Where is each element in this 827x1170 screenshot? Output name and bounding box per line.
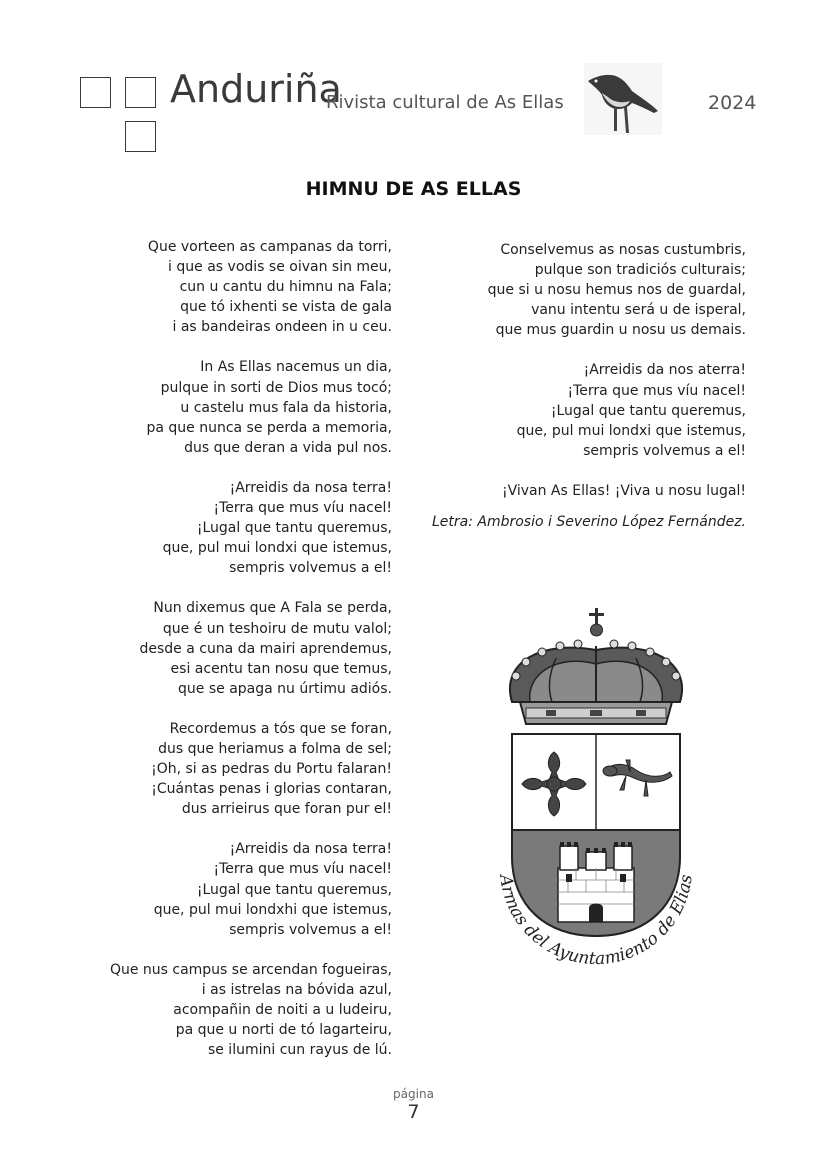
issue-year: 2024 (708, 92, 757, 114)
stanza (110, 357, 392, 457)
verse-line: dus arrieirus que foran pur el! (181, 801, 392, 818)
verse-line: ¡Lugal que tantu queremus, (196, 520, 392, 537)
verse-line: i as bandeiras ondeen in u ceu. (172, 319, 392, 336)
verse-line: ¡Vivan As Ellas! ¡Viva u nosu lugal! (501, 482, 746, 499)
verse-line: ¡Terra que mus víu nacel! (567, 382, 746, 399)
verse-line: ¡Arreidis da nosa terra! (229, 841, 392, 858)
verse-line: dus que deran a vida pul nos. (184, 439, 392, 456)
coat-of-arms-icon (486, 606, 704, 968)
verse-line: que, pul mui londxi que istemus, (516, 422, 746, 439)
verse-line: pa que u norti de tó lagarteiru, (175, 1022, 392, 1039)
stanza (110, 598, 392, 698)
chorus-stanza (432, 360, 746, 460)
verse-line: que é un teshoiru de mutu valol; (162, 620, 392, 637)
verse-line: ¡Lugal que tantu queremus, (550, 402, 746, 419)
verse-line: dus que heriamus a folma de sel; (158, 740, 392, 757)
verse-line: Recordemus a tós que se foran, (169, 720, 392, 737)
magazine-name: Anduriña (170, 67, 342, 111)
verse-line: que, pul mui londxi que istemus, (162, 540, 392, 557)
verse-line: ¡Arreidis da nosa terra! (229, 479, 392, 496)
verse-line: acompañin de noiti a u ludeiru, (173, 1002, 392, 1018)
verse-line: sempris volvemus a el! (583, 442, 746, 459)
verse-line: pulque in sorti de Dios mus tocó; (160, 379, 392, 396)
header-box-1 (80, 77, 111, 108)
verse-line: cun u cantu du himnu na Fala; (179, 279, 392, 296)
verse-line: esi acentu tan nosu que temus, (170, 660, 392, 677)
verse-line: ¡Arreidis da nos aterra! (583, 362, 746, 379)
verse-line: sempris volvemus a el! (229, 921, 392, 938)
page-number: 7 (407, 1101, 420, 1123)
verse-line: Conselvemus as nosas custumbris, (500, 242, 746, 258)
page-label: página (393, 1087, 434, 1101)
verse-line: i que as vodis se oivan sin meu, (168, 259, 392, 276)
verse-line: Que vorteen as campanas da torri, (147, 239, 392, 255)
verse-line: sempris volvemus a el! (229, 560, 392, 577)
header-box-3 (125, 121, 156, 152)
verse-line: In As Ellas nacemus un dia, (200, 359, 392, 376)
stanza (110, 719, 392, 819)
verse-line: ¡Terra que mus víu nacel! (213, 861, 392, 878)
verse-line: que, pul mui londxhi que istemus, (153, 901, 392, 918)
coat-motto: Armas del Ayuntamiento de Elias (495, 873, 697, 968)
verse-line: pulque son tradiciós culturais; (534, 262, 746, 279)
verse-line: Nun dixemus que A Fala se perda, (153, 600, 392, 617)
verse-line: ¡Terra que mus víu nacel! (213, 500, 392, 517)
verse-line: ¡Lugal que tantu queremus, (196, 881, 392, 898)
stanza (110, 960, 392, 1060)
verse-line: se ilumini cun rayus de lú. (207, 1042, 392, 1059)
verse-line: pa que nunca se perda a memoria, (146, 419, 392, 436)
verse-line: vanu intentu será u de isperal, (531, 302, 746, 319)
verse-line: ¡Oh, si as pedras du Portu falaran! (151, 761, 392, 778)
crown-icon (510, 608, 682, 724)
verse-line: que tó ixhenti se vista de gala (180, 299, 392, 316)
header-box-2 (125, 77, 156, 108)
chorus-stanza (110, 839, 392, 939)
lyrics-credit: Letra: Ambrosio i Severino López Fernández. (431, 514, 746, 531)
castle-icon (558, 842, 634, 922)
verse-line: desde a cuna da mairi aprendemus, (139, 640, 392, 657)
verse-line: u castelu mus fala da historia, (180, 399, 392, 416)
article-title: HIMNU DE AS ELLAS (305, 178, 522, 200)
poem-left-column (110, 237, 392, 1060)
verse-line: Que nus campus se arcendan fogueiras, (109, 961, 392, 978)
chorus-stanza (110, 478, 392, 578)
closing-stanza (432, 481, 746, 501)
verse-line: i as istrelas na bóvida azul, (201, 981, 392, 998)
magazine-subtitle: Rivista cultural de As Ellas (326, 92, 564, 113)
verse-line: ¡Cuántas penas i glorias contaran, (151, 781, 392, 798)
verse-line: que si u nosu hemus nos de guardal, (487, 282, 746, 299)
swallow-bird-icon (584, 63, 662, 135)
verse-line: que mus guardin u nosu us demais. (495, 322, 746, 339)
verse-line: que se apaga nu úrtimu adiós. (178, 680, 392, 697)
stanza (110, 237, 392, 337)
stanza (432, 240, 746, 340)
poem-right-column (432, 240, 746, 532)
